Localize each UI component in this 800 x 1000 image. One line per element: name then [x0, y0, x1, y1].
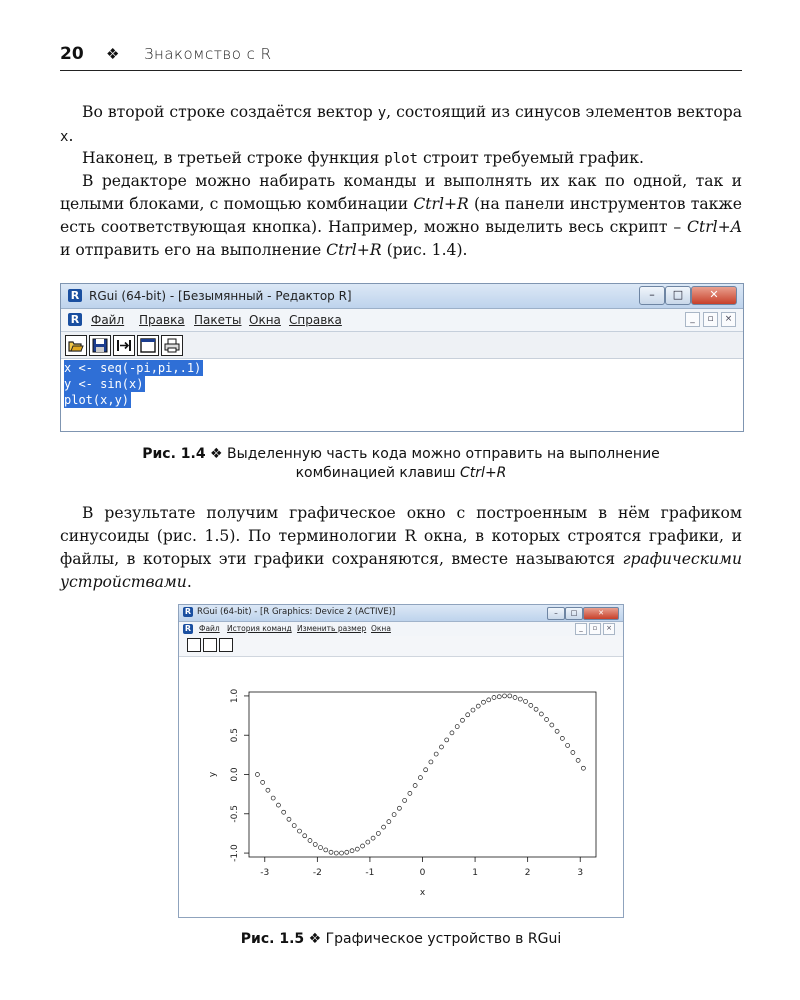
data-point [487, 698, 491, 702]
x-tick-label: 2 [524, 868, 531, 878]
header-divider-icon: ❖ [106, 45, 120, 63]
data-point [271, 796, 275, 800]
r-graphics-window [178, 604, 624, 918]
menu-history[interactable]: История команд [227, 624, 292, 633]
x-tick-label: -1 [365, 868, 375, 878]
figure-label: Рис. 1.4 [142, 446, 206, 462]
data-point [439, 745, 443, 749]
caption-divider-icon: ❖ [308, 931, 322, 947]
menu-edit[interactable]: Правка [139, 313, 185, 327]
data-point [418, 776, 422, 780]
data-point [581, 766, 585, 770]
data-point [503, 694, 507, 698]
data-point [276, 803, 280, 807]
data-point [329, 850, 333, 854]
data-point [397, 806, 401, 810]
data-point [455, 725, 459, 729]
data-point [424, 768, 428, 772]
data-point [408, 791, 412, 795]
data-point [513, 696, 517, 700]
data-point [292, 824, 296, 828]
x-tick-label: 3 [577, 868, 584, 878]
sine-plot [179, 605, 623, 917]
graphics-window-title: RGui (64-bit) - [R Graphics: Device 2 (ACTIVE)] [197, 607, 396, 617]
data-point [539, 712, 543, 716]
code-line-3: plot(x,y) [64, 393, 130, 407]
child-restore-button[interactable]: ▫ [703, 312, 718, 327]
data-point [534, 707, 538, 711]
data-point [371, 836, 375, 840]
paragraph-2: Наконец, в третьей строке функция plot строит требуемый график. [82, 149, 644, 167]
r-logo-icon: R [68, 289, 82, 302]
y-tick-label: -1.0 [230, 844, 240, 862]
data-point [350, 849, 354, 853]
data-point [445, 738, 449, 742]
data-point [392, 813, 396, 817]
data-point [308, 839, 312, 843]
data-point [524, 699, 528, 703]
data-point [255, 773, 259, 777]
data-point [324, 848, 328, 852]
data-point [566, 743, 570, 747]
data-point [345, 850, 349, 854]
x-tick-label: -2 [312, 868, 322, 878]
caption-divider-icon: ❖ [210, 446, 223, 462]
data-point [571, 751, 575, 755]
data-point [460, 718, 464, 722]
close-button[interactable]: ✕ [583, 607, 619, 620]
maximize-button[interactable]: □ [665, 286, 691, 305]
figure-1-5-caption: Рис. 1.5 ❖ Графическое устройство в RGui [240, 931, 562, 947]
menu-bar [61, 309, 743, 332]
data-point [476, 704, 480, 708]
data-point [466, 713, 470, 717]
menu-help[interactable]: Справка [289, 313, 342, 327]
y-tick-label: 1.0 [230, 688, 240, 704]
y-axis-label: y [208, 771, 218, 778]
print-icon[interactable] [161, 335, 183, 356]
minimize-button[interactable]: – [547, 607, 565, 620]
child-minimize-button[interactable]: _ [685, 312, 700, 327]
data-point [319, 846, 323, 850]
r-menu-logo-icon: R [68, 313, 82, 326]
data-point [481, 700, 485, 704]
data-point [313, 842, 317, 846]
data-point [382, 825, 386, 829]
x-tick-label: 0 [419, 868, 426, 878]
data-point [518, 697, 522, 701]
minimize-button[interactable]: – [639, 286, 665, 305]
data-point [261, 780, 265, 784]
page-number: 20 [60, 44, 84, 64]
data-point [560, 736, 564, 740]
child-close-button[interactable]: × [721, 312, 736, 327]
x-tick-label: 1 [472, 868, 478, 878]
save-script-icon[interactable] [89, 335, 111, 356]
open-script-icon[interactable] [65, 335, 87, 356]
y-tick-label: -0.5 [230, 805, 240, 823]
data-point [340, 851, 344, 855]
x-tick-label: -3 [260, 868, 270, 878]
data-point [471, 708, 475, 712]
menu-windows[interactable]: Окна [249, 313, 281, 327]
data-point [303, 834, 307, 838]
data-point [413, 784, 417, 788]
r-logo-icon: R [184, 607, 192, 616]
child-minimize-button[interactable]: _ [575, 623, 587, 635]
figure-label: Рис. 1.5 [240, 931, 305, 947]
y-tick-label: 0.5 [230, 728, 240, 743]
window-title: RGui (64-bit) - [Безымянный - Редактор R] [89, 289, 352, 303]
data-point [287, 817, 291, 821]
toolbar [61, 332, 743, 359]
data-point [266, 788, 270, 792]
data-point [387, 820, 391, 824]
script-editor[interactable] [64, 360, 203, 408]
data-point [576, 758, 580, 762]
code-line-2: y <- sin(x) [64, 377, 144, 391]
data-point [550, 723, 554, 727]
data-point [376, 831, 380, 835]
child-restore-button[interactable]: ▫ [589, 623, 601, 635]
paragraph-1: Во второй строке создаётся вектор y, состоящий из синусов элементов вектора x. [60, 103, 742, 145]
menu-packages[interactable]: Пакеты [194, 313, 242, 327]
data-point [429, 760, 433, 764]
return-to-console-icon[interactable] [137, 335, 159, 356]
data-point [555, 729, 559, 733]
data-point [492, 696, 496, 700]
menu-windows[interactable]: Окна [371, 624, 391, 633]
code-line-1: x <- seq(-pi,pi,.1) [64, 361, 202, 375]
r-menu-logo-icon: R [184, 624, 192, 633]
title-bar [61, 284, 743, 309]
data-point [508, 694, 512, 698]
paragraph-3: В редакторе можно набирать команды и выполнять их как по одной, так и целыми блоками, с помощью комбинации Ctrl+R (на панели инструментов также есть соответствующая кнопка). Например, можно выделить весь скрипт – Ctrl+A и отправить его на выполнение Ctrl+R (рис. 1.4). [60, 172, 742, 259]
data-point [297, 829, 301, 833]
maximize-button[interactable]: □ [565, 607, 583, 620]
data-point [497, 695, 501, 699]
run-line-icon[interactable] [113, 335, 135, 356]
data-point [529, 703, 533, 707]
data-point [434, 752, 438, 756]
data-point [361, 844, 365, 848]
menu-file[interactable]: Файл [199, 624, 220, 633]
menu-file[interactable]: Файл [91, 313, 125, 327]
data-point [450, 731, 454, 735]
data-point [366, 840, 370, 844]
data-point [282, 810, 286, 814]
x-axis-label: x [419, 888, 426, 898]
r-editor-window [60, 283, 744, 432]
close-button[interactable]: ✕ [691, 286, 737, 305]
figure-1-4-caption: Рис. 1.4 ❖ Выделенную часть кода можно отправить на выполнение комбинацией клавиш Ctrl+R [142, 446, 660, 481]
data-point [334, 851, 338, 855]
child-close-button[interactable]: × [603, 623, 615, 635]
page-header [60, 44, 742, 71]
data-point [545, 718, 549, 722]
chapter-title: Знакомство с R [144, 45, 272, 63]
paragraph-4: В результате получим графическое окно с построенным в нём графиком синусоиды (рис. 1.5). По терминологии R окна, в которых строятся графики, и файлы, в которых эти графики сохраняются, вместе называются графическими устройствами. [60, 504, 742, 591]
y-tick-label: 0.0 [230, 767, 240, 782]
menu-resize[interactable]: Изменить размер [297, 624, 367, 633]
data-point [355, 847, 359, 851]
data-point [403, 798, 407, 802]
